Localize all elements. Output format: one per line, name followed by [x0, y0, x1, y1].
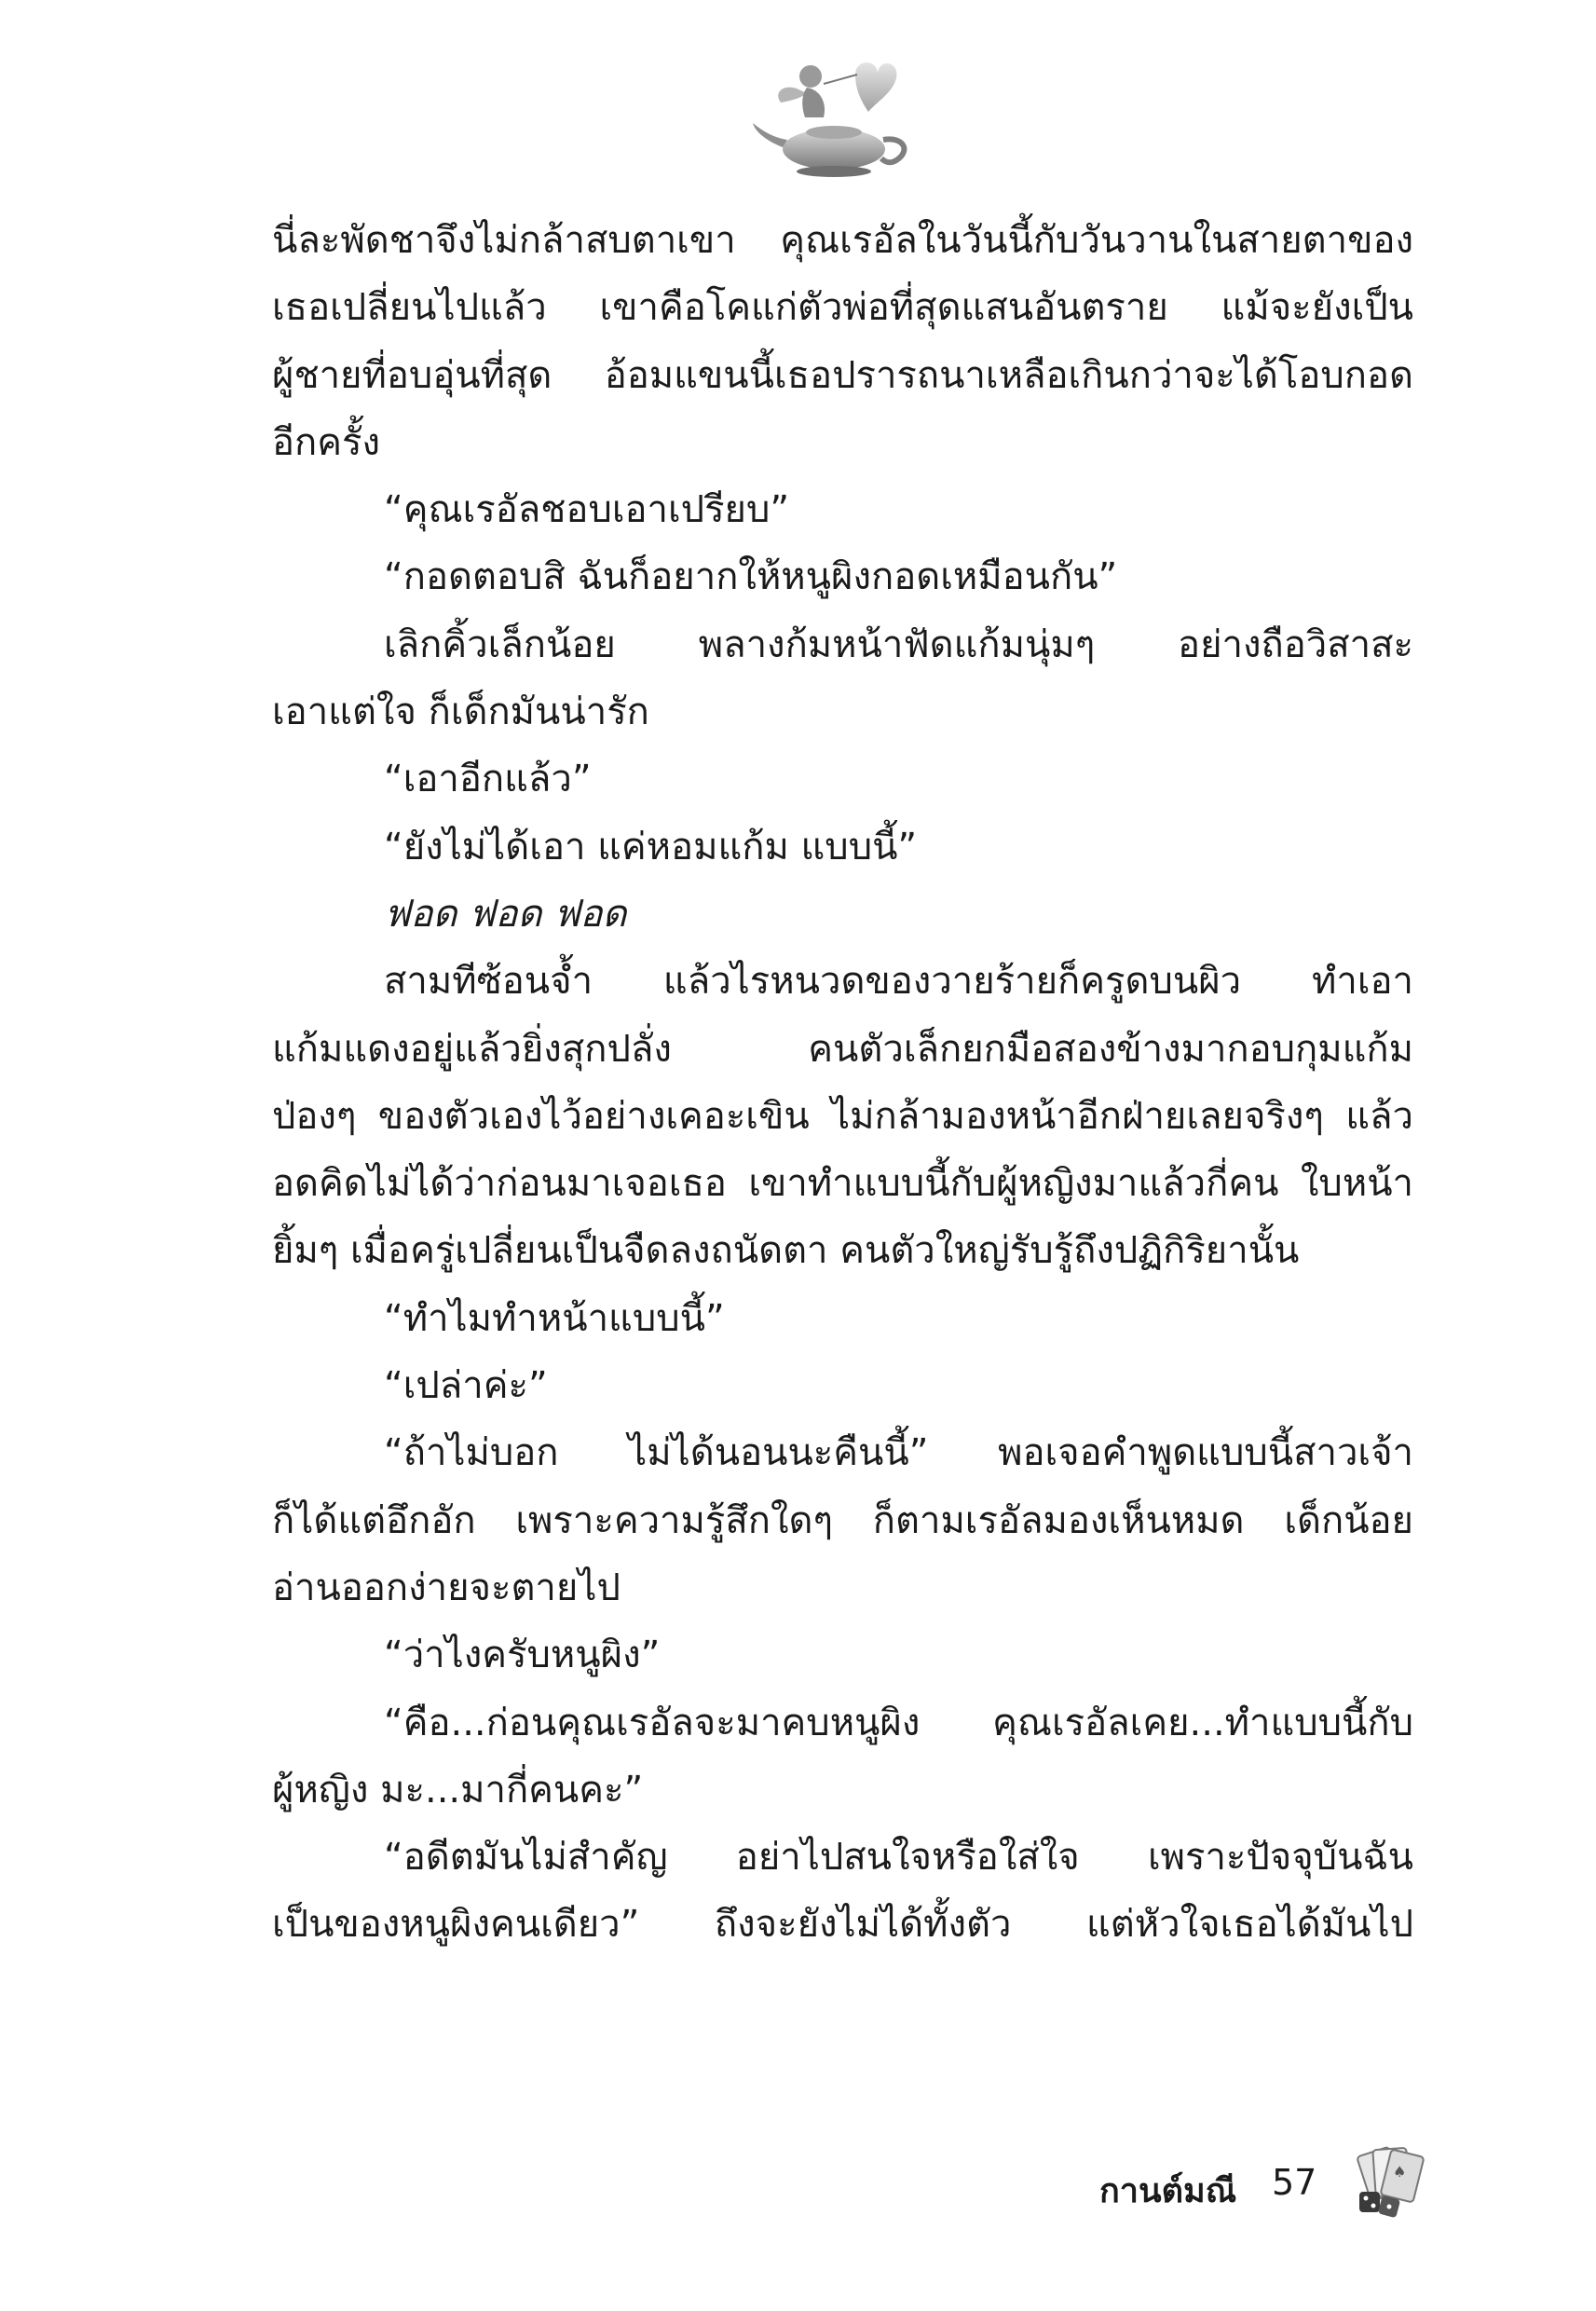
text-line: นี่ละพัดชาจึงไม่กล้าสบตาเขา คุณเรอัลในวันนี้กับวันวานในสายตาของ	[272, 219, 1413, 262]
text-line: ผู้หญิง มะ...มากี่คนคะ”	[272, 1768, 644, 1812]
dialogue-line: “กอดตอบสิ ฉันก็อยากให้หนูผิงกอดเหมือนกัน”	[384, 555, 1118, 599]
teapot-cupid-icon	[745, 47, 918, 186]
text-line: เอาแต่ใจ ก็เด็กมันน่ารัก	[272, 691, 649, 734]
dialogue-line: “อดีตมันไม่สำคัญ อย่าไปสนใจหรือใส่ใจ เพราะปัจจุบันฉัน	[384, 1836, 1413, 1880]
dialogue-line: “คุณเรอัลชอบเอาเปรียบ”	[384, 488, 790, 532]
text-line: อีกครั้ง	[272, 420, 381, 464]
playing-cards-dice-icon	[1346, 2143, 1430, 2222]
dialogue-line: “ยังไม่ได้เอา แค่หอมแก้ม แบบนี้”	[384, 825, 918, 868]
text-line: แก้มแดงอยู่แล้วยิ่งสุกปลั่ง คนตัวเล็กยกมือสองข้างมากอบกุมแก้ม	[272, 1027, 1413, 1071]
text-line: ก็ได้แต่อึกอัก เพราะความรู้สึกใดๆ ก็ตามเรอัลมองเห็นหมด เด็กน้อย	[272, 1498, 1413, 1542]
book-title: กานต์มณี	[1099, 2172, 1237, 2210]
text-line: เป็นของหนูผิงคนเดียว” ถึงจะยังไม่ได้ทั้งตัว แต่หัวใจเธอได้มันไป	[272, 1903, 1413, 1947]
svg-text:♠: ♠	[1393, 2163, 1407, 2181]
text-line: เธอเปลี่ยนไปแล้ว เขาคือโคแก่ตัวพ่อที่สุดแสนอันตราย แม้จะยังเป็น	[272, 286, 1413, 330]
text-line: ผู้ชายที่อบอุ่นที่สุด อ้อมแขนนี้เธอปรารถนาเหลือเกินกว่าจะได้โอบกอด	[272, 353, 1413, 397]
dialogue-line: “เปล่าค่ะ”	[384, 1364, 548, 1408]
dialogue-line: “คือ...ก่อนคุณเรอัลจะมาคบหนูผิง คุณเรอัลเคย...ทำแบบนี้กับ	[384, 1701, 1413, 1744]
dialogue-line: “ทำไมทำหน้าแบบนี้”	[384, 1296, 725, 1340]
body-text	[272, 207, 1413, 1959]
text-line: สามทีซ้อนจ้ำ แล้วไรหนวดของวายร้ายก็ครูดบนผิว ทำเอา	[384, 960, 1413, 1004]
sound-effect-line: ฟอด ฟอด ฟอด	[384, 892, 627, 936]
text-line: ยิ้มๆ เมื่อครู่เปลี่ยนเป็นจืดลงถนัดตา คนตัวใหญ่รับรู้ถึงปฏิกิริยานั้น	[272, 1229, 1300, 1273]
text-line: อ่านออกง่ายจะตายไป	[272, 1566, 621, 1609]
dialogue-line: “ว่าไงครับหนูผิง”	[384, 1634, 661, 1677]
text-line: ป่องๆ ของตัวเองไว้อย่างเคอะเขิน ไม่กล้ามองหน้าอีกฝ่ายเลยจริงๆ แล้ว	[272, 1094, 1413, 1138]
dialogue-line: “เอาอีกแล้ว”	[384, 758, 592, 801]
dialogue-line: “ถ้าไม่บอก ไม่ได้นอนนะคืนนี้” พอเจอคำพูดแบบนี้สาวเจ้า	[384, 1431, 1413, 1475]
page-number: 57	[1272, 2162, 1317, 2203]
text-line: เลิกคิ้วเล็กน้อย พลางก้มหน้าฟัดแก้มนุ่มๆ อย่างถือวิสาสะ	[384, 622, 1413, 666]
text-line: อดคิดไม่ได้ว่าก่อนมาเจอเธอ เขาทำแบบนี้กับผู้หญิงมาแล้วกี่คน ใบหน้า	[272, 1162, 1413, 1206]
